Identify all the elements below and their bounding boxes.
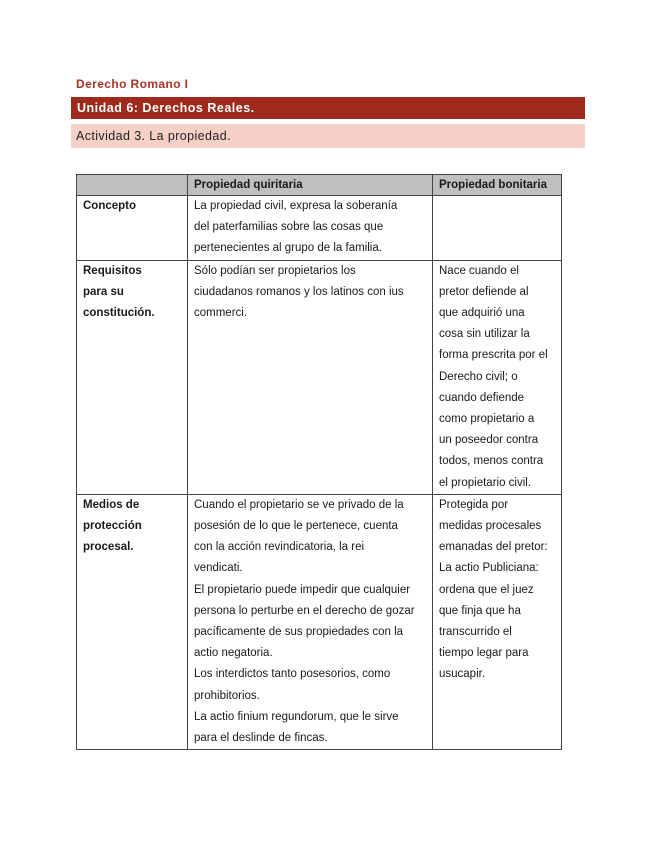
cell-line: el propietario civil.: [439, 476, 532, 489]
cell-line: cuando defiende: [439, 391, 525, 404]
cell-line: un poseedor contra: [439, 434, 539, 447]
cell-line: vendicati.: [194, 562, 243, 575]
cell-line: pretor defiende al: [439, 285, 529, 298]
header-empty-cell: [77, 175, 188, 196]
cell-line: Cuando el propietario se ve privado de la: [194, 498, 404, 511]
cell-line: tiempo legar para: [439, 647, 529, 660]
concepto-quiritaria-cell: [188, 196, 433, 261]
row-label-line: procesal.: [83, 541, 134, 554]
cell-line: usucapir.: [439, 668, 486, 681]
cell-line: El propietario puede impedir que cualquier: [194, 583, 411, 596]
property-comparison-table: [76, 174, 562, 750]
cell-line: Sólo podían ser propietarios los: [194, 264, 356, 277]
cell-line: del paterfamilias sobre las cosas que: [194, 221, 384, 234]
cell-line: La actio Publiciana:: [439, 562, 539, 575]
row-label-requisitos: [77, 260, 188, 494]
cell-line: La actio finium regundorum, que le sirve: [194, 710, 399, 723]
table-row: [77, 196, 562, 261]
cell-line: con la acción revindicatoria, la rei: [194, 541, 365, 554]
cell-line: ciudadanos romanos y los latinos con ius: [194, 285, 404, 298]
row-label-medios: [77, 494, 188, 749]
row-label-line: Medios de: [83, 498, 140, 511]
table-header-row: [77, 175, 562, 196]
cell-line: ordena que el juez: [439, 583, 534, 596]
cell-line: prohibitorios.: [194, 689, 260, 702]
cell-line: Los interdictos tanto posesorios, como: [194, 668, 391, 681]
table-row: [77, 260, 562, 494]
medios-bonitaria-cell: [433, 494, 562, 749]
table-row: [77, 494, 562, 749]
medios-quiritaria-cell: [188, 494, 433, 749]
cell-line: medidas procesales: [439, 520, 542, 533]
cell-line: para el deslinde de fincas.: [194, 732, 328, 745]
cell-line: que finja que ha: [439, 604, 521, 617]
cell-line: como propietario a: [439, 413, 535, 426]
cell-line: Protegida por: [439, 498, 509, 511]
cell-line: todos, menos contra: [439, 455, 544, 468]
cell-line: commerci.: [194, 307, 248, 320]
cell-line: Nace cuando el: [439, 264, 519, 277]
cell-line: emanadas del pretor:: [439, 541, 548, 554]
cell-line: que adquirió una: [439, 307, 525, 320]
activity-heading: Actividad 3. La propiedad.: [71, 124, 585, 148]
cell-line: cosa sin utilizar la: [439, 328, 530, 341]
header-quiritaria: Propiedad quiritaria: [188, 175, 433, 196]
cell-line: pertenecientes al grupo de la familia.: [194, 242, 382, 255]
cell-line: persona lo perturbe en el derecho de gozar: [194, 604, 415, 617]
cell-line: Derecho civil; o: [439, 370, 518, 383]
header-bonitaria: Propiedad bonitaria: [433, 175, 562, 196]
row-label-line: Concepto: [83, 200, 137, 212]
row-label-line: protección: [83, 520, 142, 533]
cell-line: transcurrido el: [439, 626, 512, 639]
row-label-line: para su: [83, 285, 124, 298]
row-label-line: constitución.: [83, 307, 155, 320]
course-title: Derecho Romano I: [76, 77, 189, 91]
cell-line: forma prescrita por el: [439, 349, 548, 362]
cell-line: actio negatoria.: [194, 647, 273, 660]
cell-line: La propiedad civil, expresa la soberanía: [194, 200, 398, 212]
row-label-concepto: [77, 196, 188, 261]
requisitos-quiritaria-cell: [188, 260, 433, 494]
unit-heading: Unidad 6: Derechos Reales.: [71, 97, 585, 119]
concepto-bonitaria-cell: [433, 196, 562, 261]
cell-line: pacíficamente de sus propiedades con la: [194, 626, 404, 639]
requisitos-bonitaria-cell: [433, 260, 562, 494]
row-label-line: Requisitos: [83, 264, 142, 277]
cell-line: posesión de lo que le pertenece, cuenta: [194, 520, 398, 533]
